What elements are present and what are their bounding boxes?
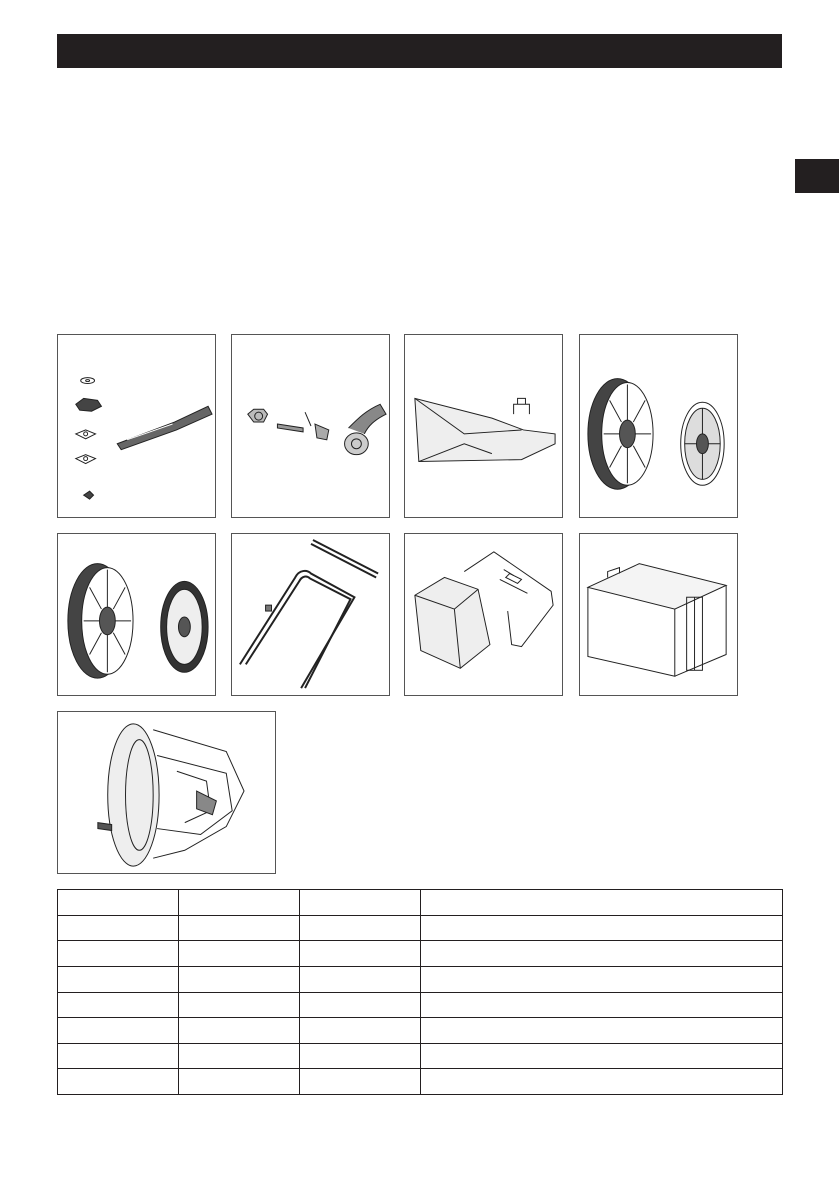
header-bar <box>57 34 782 68</box>
table-cell <box>300 941 421 967</box>
battery-box-icon <box>580 534 737 695</box>
table-row <box>58 890 783 916</box>
table-cell <box>421 890 783 916</box>
table-cell <box>58 992 179 1018</box>
table-cell <box>300 915 421 941</box>
table-cell <box>421 915 783 941</box>
table-cell <box>300 890 421 916</box>
table-cell <box>179 941 300 967</box>
table-cell <box>179 1043 300 1069</box>
language-side-tab <box>795 159 839 193</box>
table-cell <box>58 1043 179 1069</box>
table-cell <box>179 1018 300 1044</box>
table-cell <box>300 1069 421 1095</box>
table-cell <box>58 1069 179 1095</box>
table-row <box>58 1069 783 1095</box>
table-row <box>58 1043 783 1069</box>
table-cell <box>421 1043 783 1069</box>
table-cell <box>179 1069 300 1095</box>
table-cell <box>58 915 179 941</box>
figure-panel-4 <box>579 334 738 518</box>
table-cell <box>421 992 783 1018</box>
figure-panel-9 <box>57 711 276 874</box>
table-cell <box>179 966 300 992</box>
table-cell <box>179 992 300 1018</box>
figure-panel-3 <box>404 334 563 518</box>
table-cell <box>58 966 179 992</box>
table-cell <box>58 890 179 916</box>
table-cell <box>179 915 300 941</box>
table-cell <box>421 1018 783 1044</box>
parts-table <box>57 889 783 1095</box>
table-cell <box>421 966 783 992</box>
grass-bag-icon <box>405 534 562 695</box>
table-row <box>58 992 783 1018</box>
figure-panel-1 <box>57 334 216 518</box>
table-row <box>58 966 783 992</box>
figure-panel-7 <box>404 533 563 696</box>
table-cell <box>300 1018 421 1044</box>
table-cell <box>421 941 783 967</box>
blade-adapter-kit-icon <box>232 335 389 517</box>
figure-panel-5 <box>57 533 216 696</box>
table-cell <box>58 941 179 967</box>
front-wheel-icon <box>58 534 215 695</box>
rear-wheel-icon <box>580 335 737 517</box>
table-cell <box>179 890 300 916</box>
table-row <box>58 915 783 941</box>
table-cell <box>300 1043 421 1069</box>
handle-icon <box>232 534 389 695</box>
table-cell <box>300 992 421 1018</box>
motor-icon <box>58 712 275 873</box>
blade-kit-icon <box>58 335 215 517</box>
figure-panel-2 <box>231 334 390 518</box>
table-cell <box>421 1069 783 1095</box>
table-row <box>58 1018 783 1044</box>
table-cell <box>300 966 421 992</box>
figure-panel-6 <box>231 533 390 696</box>
table-cell <box>58 1018 179 1044</box>
figure-panel-8 <box>579 533 738 696</box>
mulching-plug-icon <box>405 335 562 517</box>
table-row <box>58 941 783 967</box>
